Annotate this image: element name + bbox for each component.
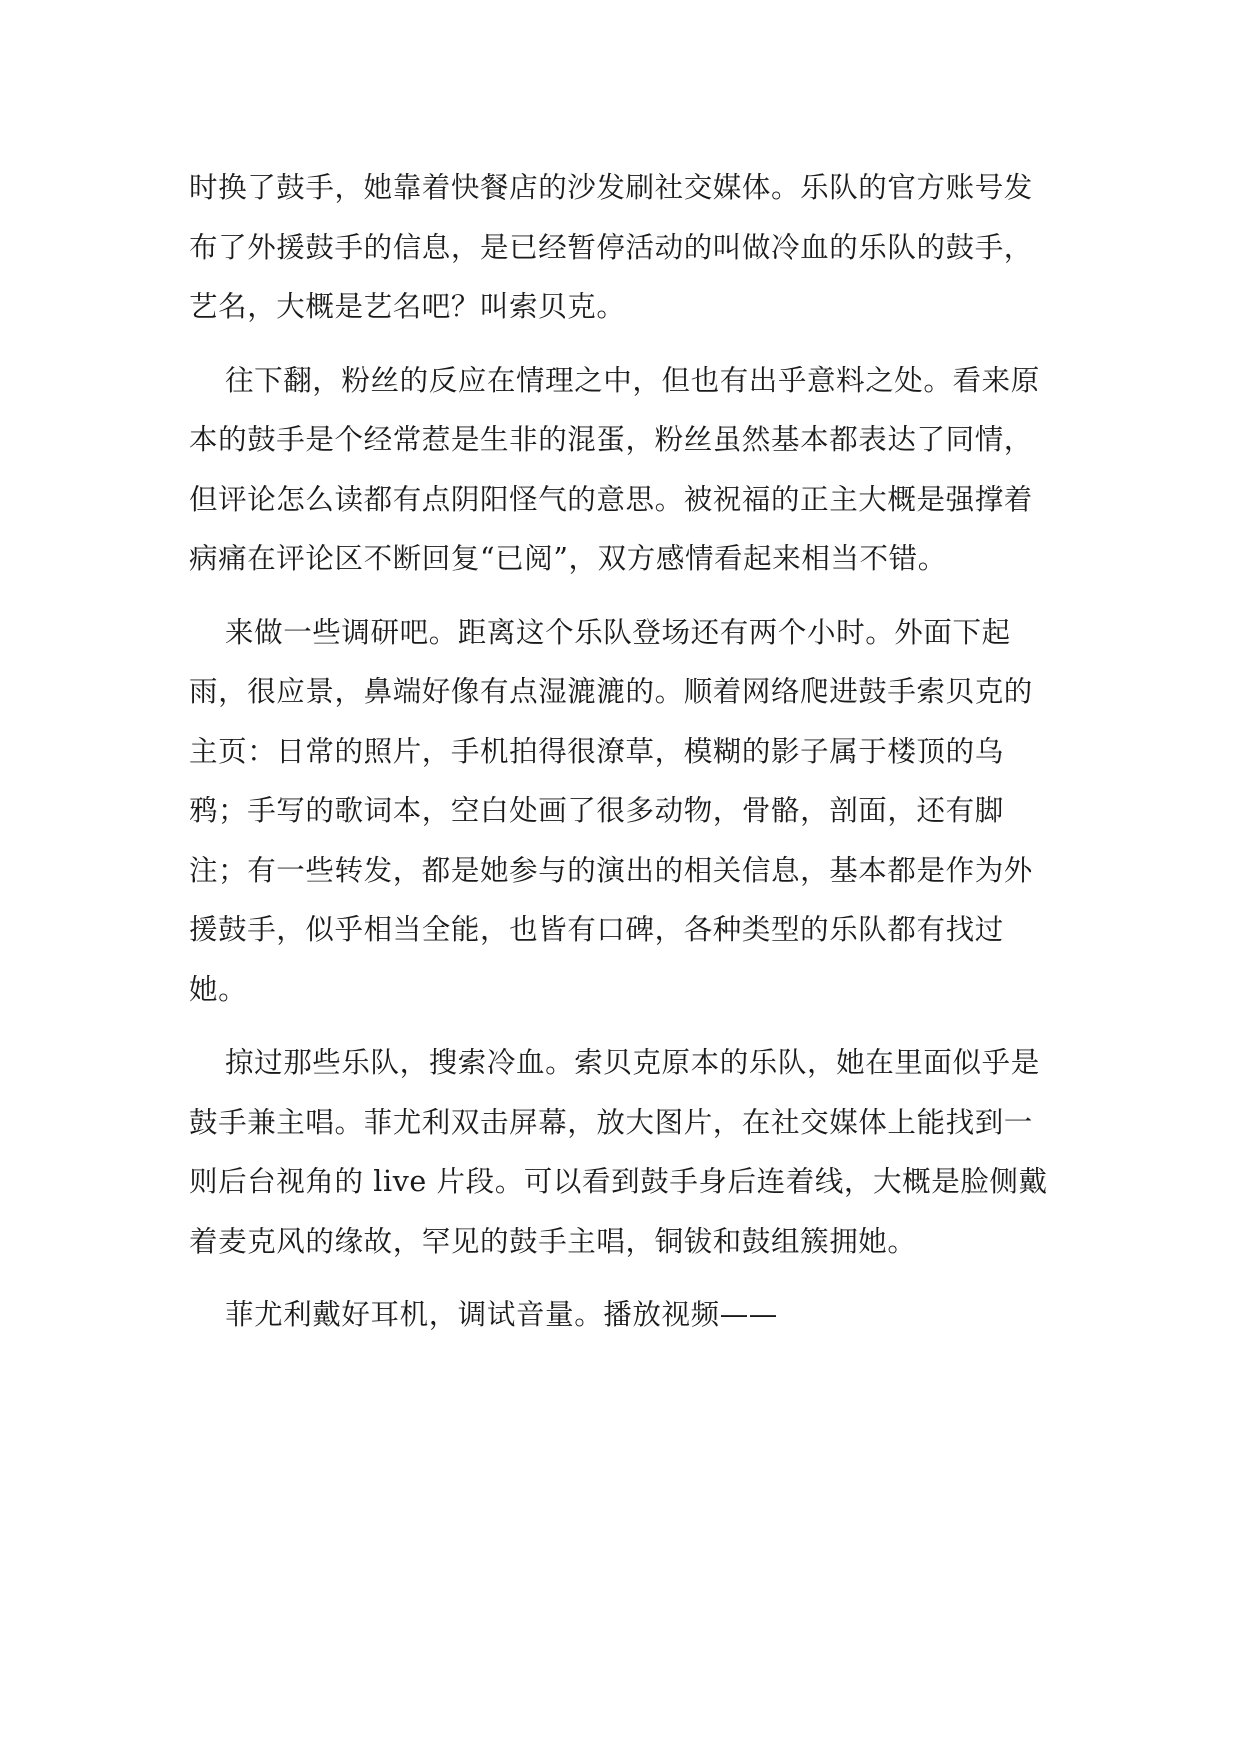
body-text [189,158,1059,1359]
paragraph-2: 往下翻，粉丝的反应在情理之中，但也有出乎意料之处。看来原本的鼓手是个经常惹是生非的混蛋，粉丝虽然基本都表达了同情，但评论怎么读都有点阴阳怪气的意思。被祝福的正主大概是强撑着病痛在评论区不断回复“已阅”，双方感情看起来相当不错。 [189,363,1040,575]
paragraph-1: 时换了鼓手，她靠着快餐店的沙发刷社交媒体。乐队的官方账号发布了外援鼓手的信息，是已经暂停活动的叫做冷血的乐队的鼓手，艺名，大概是艺名吧？叫索贝克。 [189,171,1033,323]
paragraph-4: 掠过那些乐队，搜索冷血。索贝克原本的乐队，她在里面似乎是鼓手兼主唱。菲尤利双击屏幕，放大图片，在社交媒体上能找到一则后台视角的 live 片段。可以看到鼓手身后连着线，大概是脸侧戴着麦克风的缘故，罕见的鼓手主唱，铜钹和鼓组簇拥她。 [189,1046,1048,1258]
paragraph-3: 来做一些调研吧。距离这个乐队登场还有两个小时。外面下起雨，很应景，鼻端好像有点湿漉漉的。顺着网络爬进鼓手索贝克的主页：日常的照片，手机拍得很潦草，模糊的影子属于楼顶的乌鸦；手写的歌词本，空白处画了很多动物，骨骼，剖面，还有脚注；有一些转发，都是她参与的演出的相关信息，基本都是作为外援鼓手，似乎相当全能，也皆有口碑，各种类型的乐队都有找过她。 [189,615,1033,1006]
paragraph-5: 菲尤利戴好耳机，调试音量。播放视频—— [225,1298,778,1331]
